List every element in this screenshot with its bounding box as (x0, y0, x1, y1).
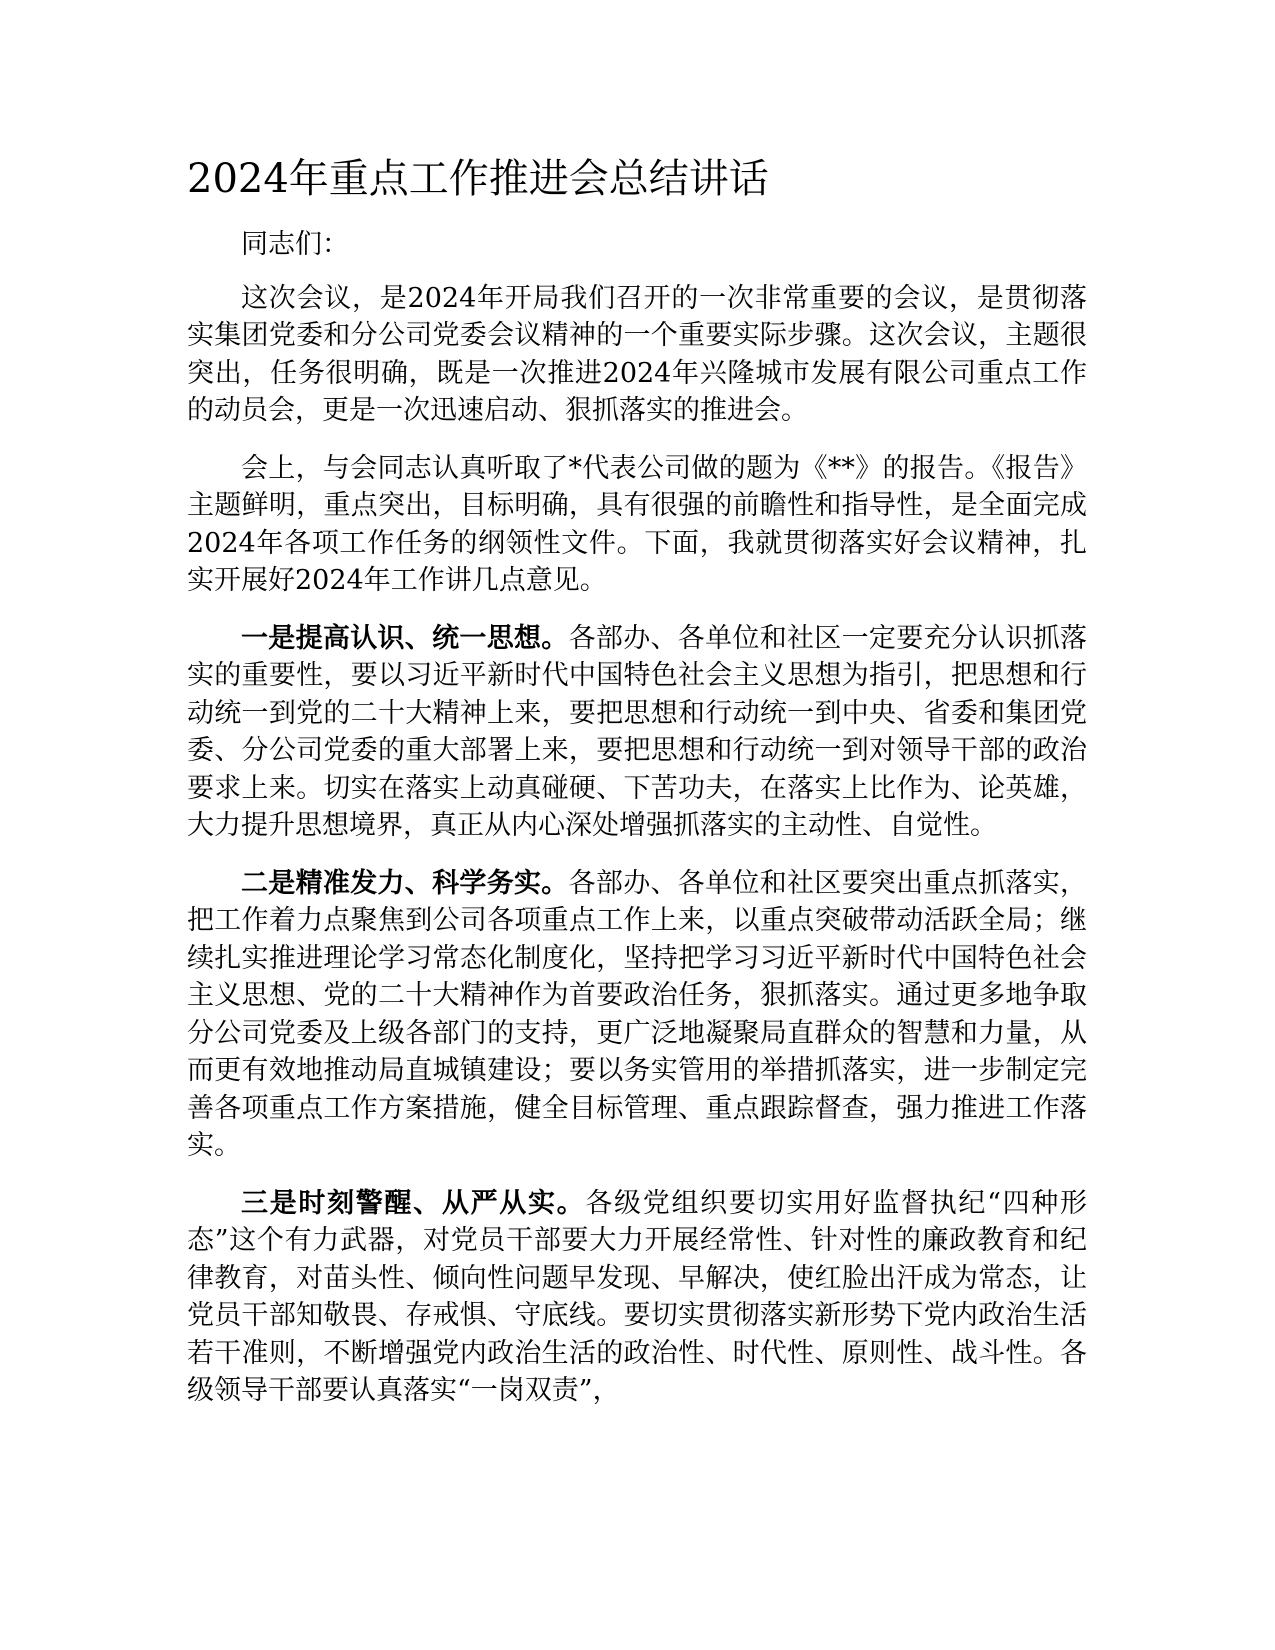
paragraph-text: 会上，与会同志认真听取了*代表公司做的题为《**》的报告。《报告》主题鲜明，重点突出，目标明确，具有很强的前瞻性和指导性，是全面完成2024年各项工作任务的纲领性文件。下面，我就贯彻落实好会议精神，扎实开展好2024年工作讲几点意见。 (187, 452, 1087, 596)
paragraph-lead: 三是时刻警醒、从严从实。 (241, 1187, 586, 1219)
paragraph-text: 各级党组织要切实用好监督执纪“四种形态”这个有力武器，对党员干部要大力开展经常性、针对性的廉政教育和纪律教育，对苗头性、倾向性问题早发现、早解决，使红脸出汗成为常态，让党员干部知敬畏、存戒惧、守底线。要切实贯彻落实新形势下党内政治生活若干准则，不断增强党内政治生活的政治性、时代性、原则性、战斗性。各级领导干部要认真落实“一岗双责”， (187, 1187, 1087, 1406)
salutation: 同志们： (241, 229, 349, 260)
paragraph-text: 各部办、各单位和社区一定要充分认识抓落实的重要性，要以习近平新时代中国特色社会主义思想为指引，把思想和行动统一到党的二十大精神上来，要把思想和行动统一到中央、省委和集团党委、分公司党委的重大部署上来，要把思想和行动统一到对领导干部的政治要求上来。切实在落实上动真碰硬、下苦功夫，在落实上比作为、论英雄，大力提升思想境界，真正从内心深处增强抓落实的主动性、自觉性。 (187, 622, 1088, 841)
paragraph-report (187, 450, 1087, 600)
document-title: 2024年重点工作推进会总结讲话 (187, 156, 769, 202)
paragraph-text: 各部办、各单位和社区要突出重点抓落实，把工作着力点聚焦到公司各项重点工作上来，以重点突破带动活跃全局；继续扎实推进理论学习常态化制度化，坚持把学习习近平新时代中国特色社会主义思想、党的二十大精神作为首要政治任务，狠抓落实。通过更多地争取分公司党委及上级各部门的支持，更广泛地凝聚局直群众的智慧和力量，从而更有效地推动局直城镇建设；要以务实管用的举措抓落实，进一步制定完善各项重点工作方案措施，健全目标管理、重点跟踪督查，强力推进工作落实。 (187, 867, 1088, 1161)
paragraph-lead: 一是提高认识、统一思想。 (241, 622, 569, 654)
paragraph-point-one (187, 620, 1087, 845)
paragraph-point-two (187, 865, 1087, 1165)
paragraph-opening (187, 280, 1087, 430)
document-body (187, 148, 1087, 1430)
paragraph-point-three (187, 1185, 1087, 1410)
paragraph-text: 这次会议，是2024年开局我们召开的一次非常重要的会议，是贯彻落实集团党委和分公司党委会议精神的一个重要实际步骤。这次会议，主题很突出，任务很明确，既是一次推进2024年兴隆城市发展有限公司重点工作的动员会，更是一次迅速启动、狠抓落实的推进会。 (187, 282, 1087, 426)
paragraph-lead: 二是精准发力、科学务实。 (241, 867, 569, 899)
